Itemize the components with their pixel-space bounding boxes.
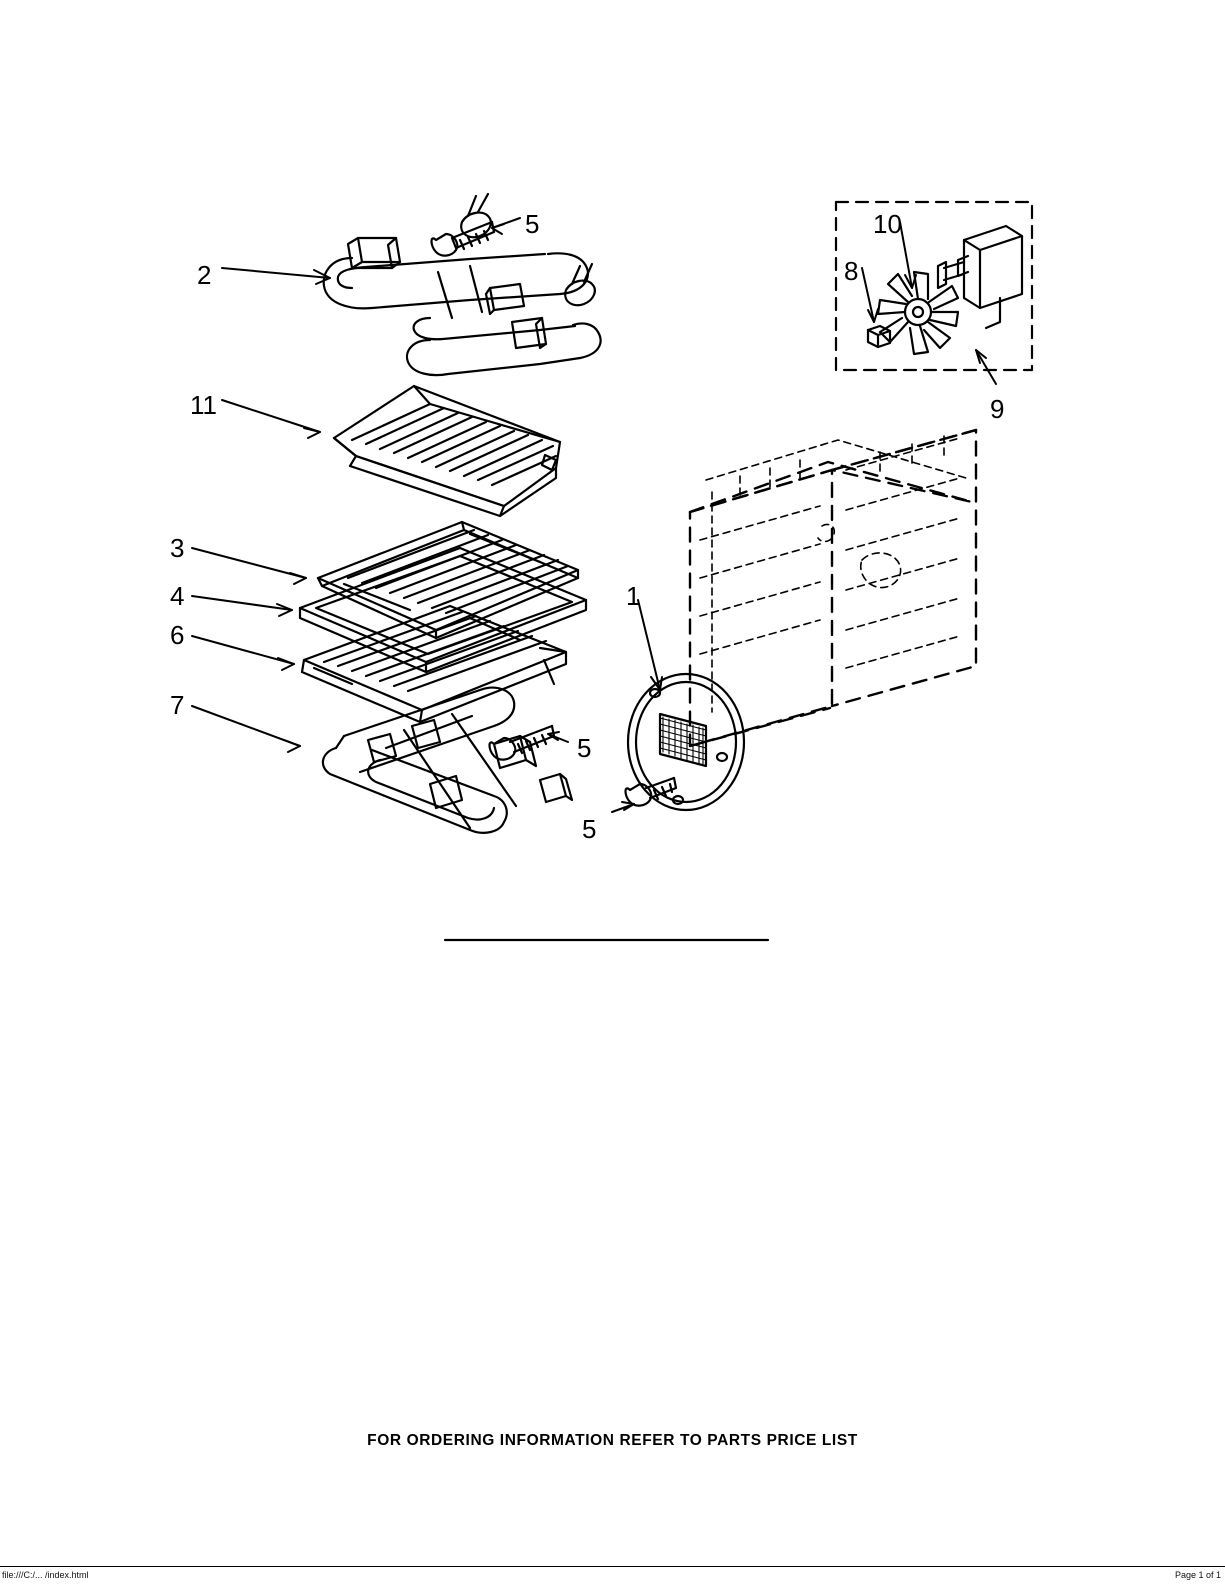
part-2-upper-element bbox=[222, 194, 601, 375]
part-1-fan-cover bbox=[628, 600, 744, 810]
callout-5-bottom: 5 bbox=[582, 814, 597, 844]
callout-8: 8 bbox=[844, 256, 859, 286]
callout-2: 2 bbox=[197, 260, 212, 290]
oven-cavity-phantom bbox=[690, 430, 976, 746]
page-bottom-rule bbox=[0, 1566, 1225, 1567]
callout-7: 7 bbox=[170, 690, 185, 720]
callout-4: 4 bbox=[170, 581, 185, 611]
callout-6: 6 bbox=[170, 620, 185, 650]
callout-3: 3 bbox=[170, 533, 185, 563]
part-8-fan-nut bbox=[868, 326, 890, 347]
footer-ordering-note: FOR ORDERING INFORMATION REFER TO PARTS PRICE LIST bbox=[367, 1432, 858, 1449]
callout-5-top: 5 bbox=[525, 209, 540, 239]
callout-10: 10 bbox=[873, 209, 902, 239]
browser-page-number: Page 1 of 1 bbox=[1174, 1570, 1221, 1580]
part-9-convection-assembly bbox=[836, 202, 1032, 384]
part-11-oven-bottom bbox=[222, 386, 560, 516]
part-7-lower-element bbox=[192, 688, 572, 833]
callout-5-middle: 5 bbox=[577, 733, 592, 763]
callout-1: 1 bbox=[626, 581, 641, 611]
callout-11: 11 bbox=[190, 390, 217, 420]
callout-9: 9 bbox=[990, 394, 1005, 424]
browser-page-url: file:///C:/... /index.html bbox=[2, 1570, 89, 1580]
